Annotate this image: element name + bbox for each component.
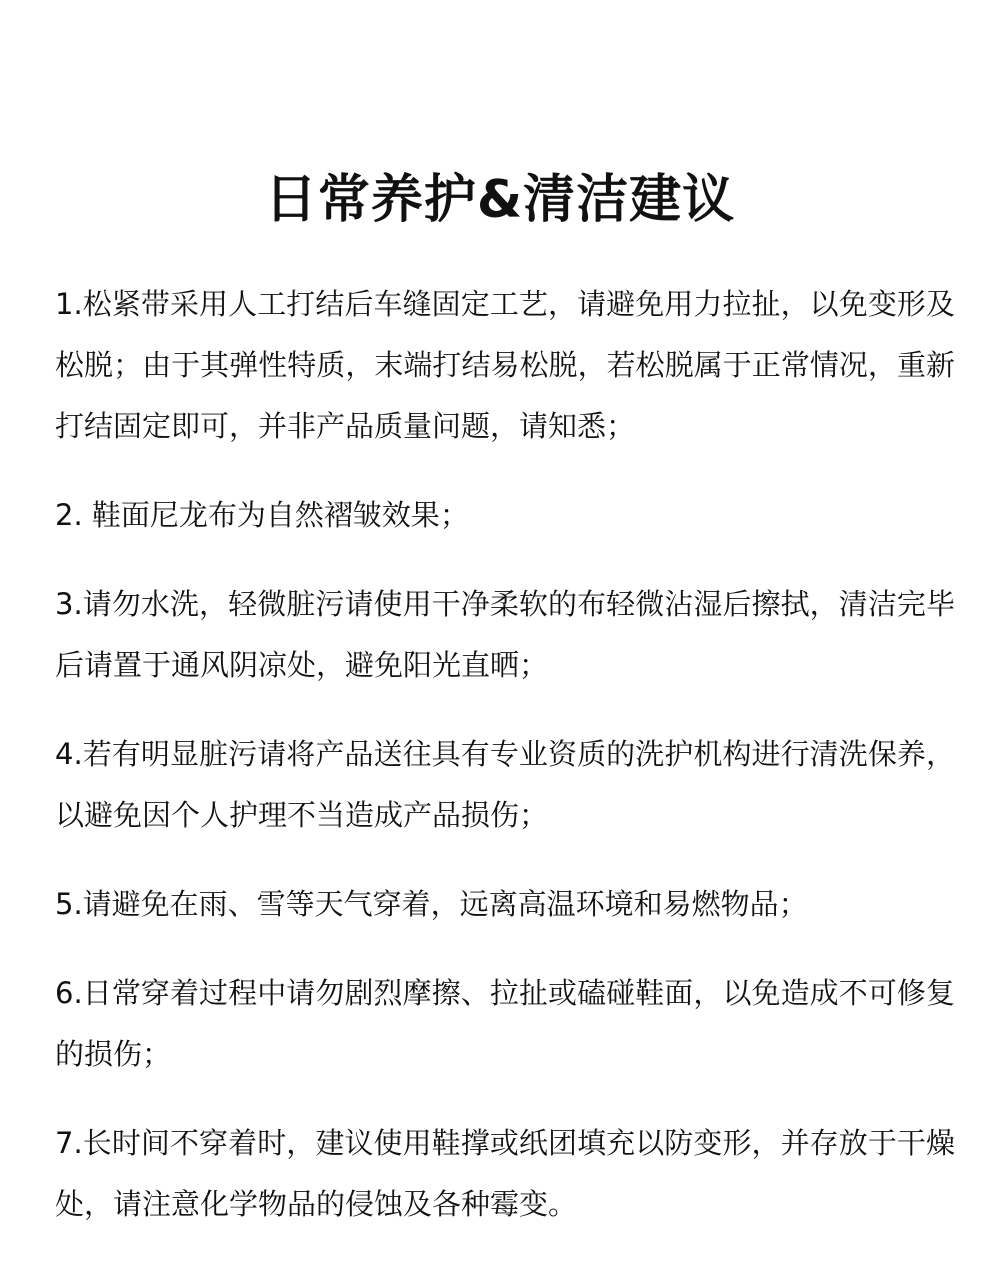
instruction-item-7: 7.长时间不穿着时，建议使用鞋撑或纸团填充以防变形，并存放于干燥处，请注意化学物品的侵蚀及各种霉变。 [55, 1126, 955, 1221]
instruction-item-6: 6.日常穿着过程中请勿剧烈摩擦、拉扯或磕碰鞋面，以免造成不可修复的损伤； [55, 976, 955, 1071]
instruction-item-3: 3.请勿水洗，轻微脏污请使用干净柔软的布轻微沾湿后擦拭，清洁完毕后请置于通风阴凉处，避免阳光直晒； [55, 587, 955, 682]
instruction-item-5: 5.请避免在雨、雪等天气穿着，远离高温环境和易燃物品； [55, 887, 808, 921]
instruction-item-1: 1.松紧带采用人工打结后车缝固定工艺，请避免用力拉扯，以免变形及松脱；由于其弹性特质，末端打结易松脱，若松脱属于正常情况，重新打结固定即可，并非产品质量问题，请知悉； [55, 287, 955, 443]
instruction-item-2: 2. 鞋面尼龙布为自然褶皱效果； [55, 498, 469, 532]
instruction-item-4: 4.若有明显脏污请将产品送往具有专业资质的洗护机构进行清洗保养，以避免因个人护理不当造成产品损伤； [55, 737, 955, 832]
care-instructions-list [55, 274, 955, 1263]
page-title: 日常养护&清洁建议 [264, 170, 736, 230]
